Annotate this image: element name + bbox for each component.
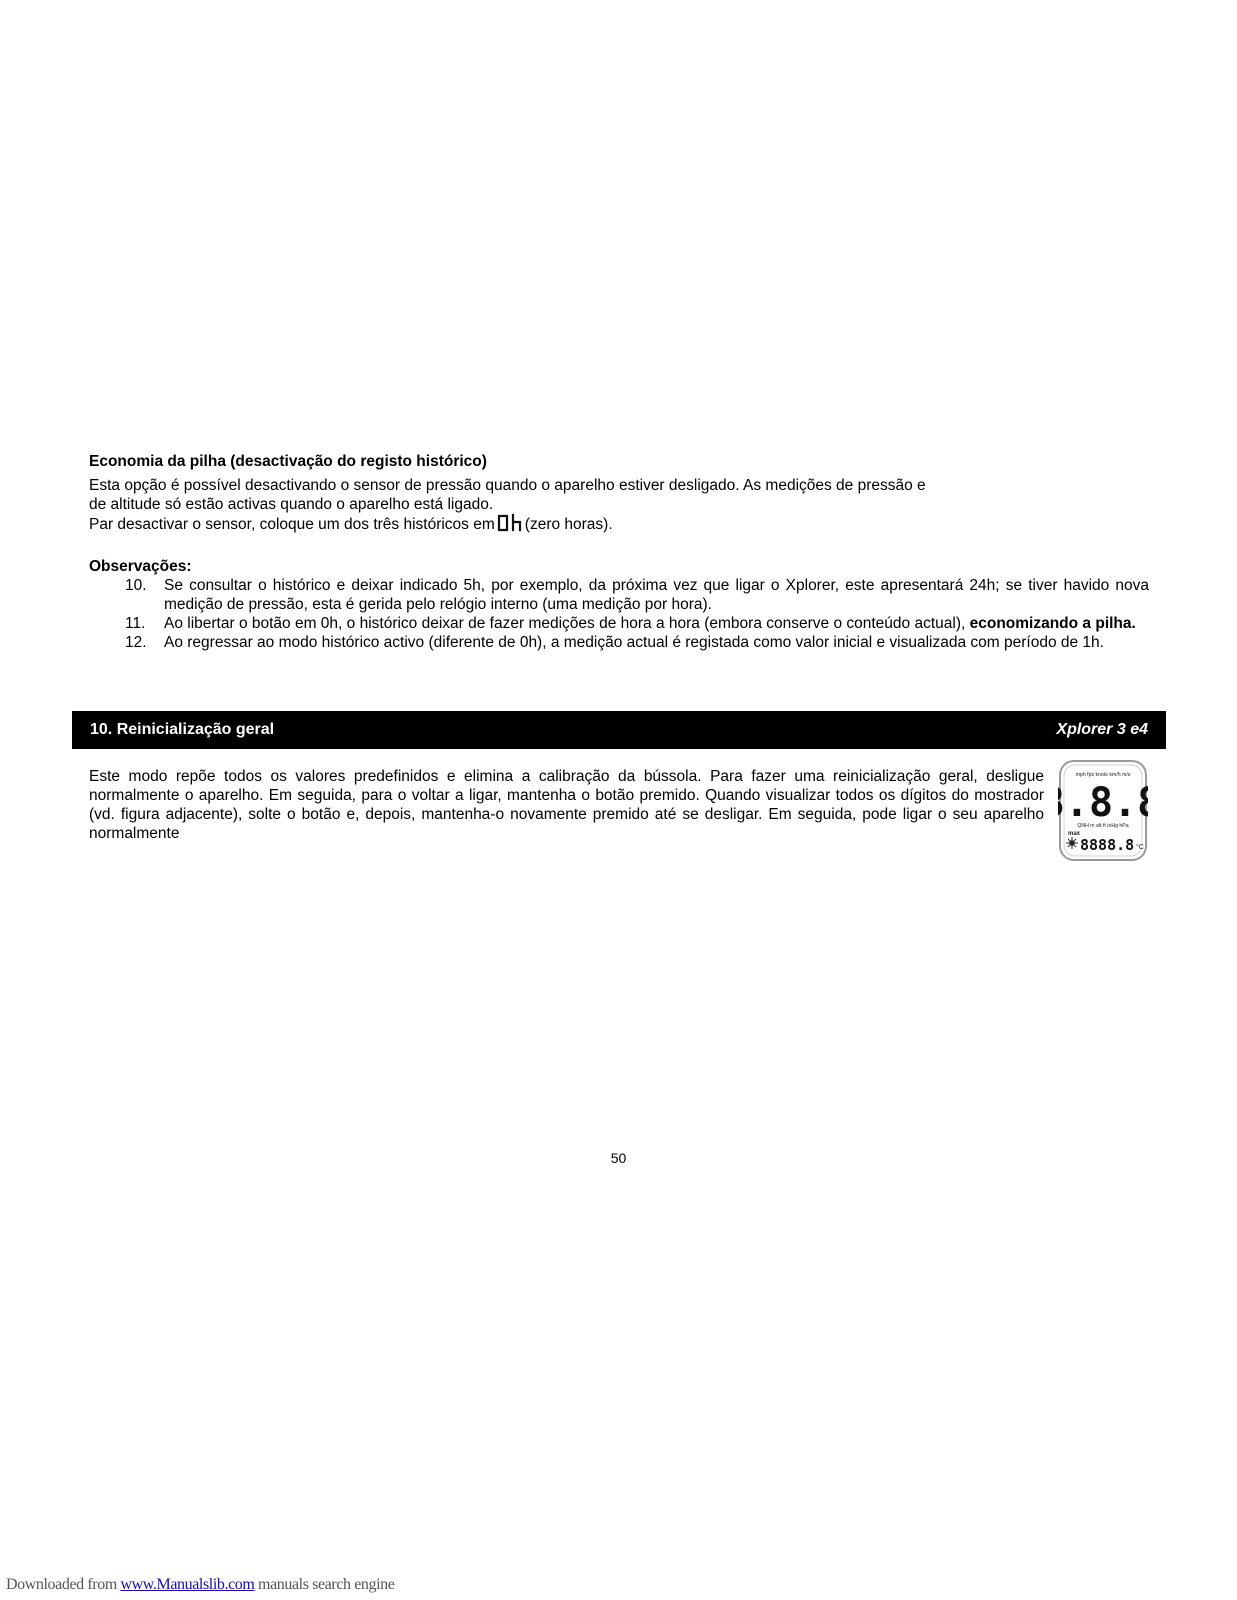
reset-description: Este modo repõe todos os valores predefinidos e elimina a calibração da bússola. Para fazer uma reinicialização geral, desligue normalmente o aparelho. Em seguida, para o voltar a ligar, mantenha o botão premido. Quando visualizar todos os dígitos do mostrador (vd. figura adjacente), solte o botão e, depois, mantenha-o novamente premido até se desligar. Em seguida, pode ligar o seu aparelho normalmente [89, 768, 1044, 842]
observations-title: Observações: [89, 558, 192, 575]
banner-model: Xplorer 3 e4 [1056, 721, 1148, 738]
note-text: Se consultar o histórico e deixar indicado 5h, por exemplo, da próxima vez que ligar o Xplorer, este apresentará 24h; se tiver havido nova medição de pressão, esta é gerida pelo relógio interno (uma medição por hora). [164, 577, 1149, 613]
display-units-top: mph fps knots km/h m/s [1075, 772, 1131, 778]
banner-title: 10. Reinicialização geral [90, 721, 275, 738]
manualslib-link[interactable]: www.Manualslib.com [120, 1576, 255, 1593]
display-main-digits: .8. [1064, 780, 1138, 826]
lcd-display-all-segments-icon [1058, 759, 1148, 862]
battery-economy-section [89, 452, 1149, 652]
section-heading: Economia da pilha (desactivação do registo histórico) [89, 453, 487, 470]
note-number: 11. [125, 615, 146, 632]
lcd-0h-icon [497, 514, 523, 537]
display-temp-unit: °C [1136, 844, 1144, 851]
display-max-label: max [1068, 831, 1081, 837]
paragraph-line-3-start: Par desactivar o sensor, coloque um dos três históricos em [89, 516, 495, 533]
observations-list [89, 576, 1149, 652]
note-number: 12. [125, 634, 147, 651]
section-banner [72, 711, 1166, 749]
page-number: 50 [610, 1150, 627, 1166]
display-small-digits: 8888.8 [1080, 836, 1135, 854]
note-number: 10. [125, 577, 147, 594]
paragraph-line-2: de altitude só estão activas quando o aparelho está ligado. [89, 496, 494, 513]
section-paragraph [89, 476, 1009, 537]
display-units-mid: QNH m alt ft inHg hPa [1077, 823, 1129, 829]
note-text: Ao libertar o botão em 0h, o histórico deixar de fazer medições de hora a hora (embora conserve o conteúdo actual), [164, 615, 966, 632]
download-footer [6, 1576, 394, 1594]
note-bold-text: economizando a pilha. [969, 615, 1136, 632]
paragraph-line-3-end: (zero horas). [524, 516, 613, 533]
paragraph-line-3 [89, 514, 1009, 537]
paragraph-line-1: Esta opção é possível desactivando o sensor de pressão quando o aparelho estiver desligado. As medições de pressão e [89, 477, 926, 494]
note-text: Ao regressar ao modo histórico activo (diferente de 0h), a medição actual é registada como valor inicial e visualizada com período de 1h. [164, 634, 1104, 651]
note-item-11 [89, 614, 1149, 633]
footer-prefix: Downloaded from [6, 1576, 121, 1593]
note-item-12 [89, 633, 1149, 652]
footer-suffix: manuals search engine [254, 1576, 395, 1593]
note-item-10 [89, 576, 1149, 614]
